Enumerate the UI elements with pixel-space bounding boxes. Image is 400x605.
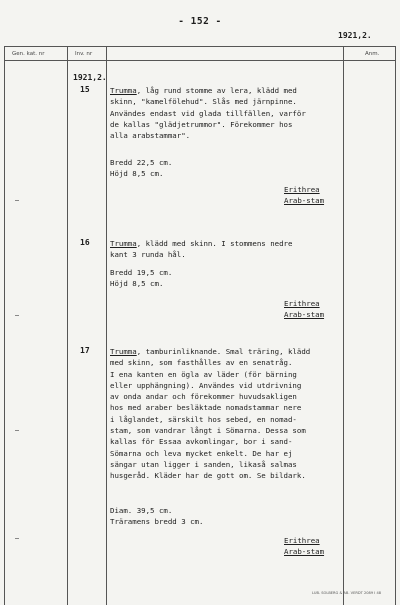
right-border <box>395 46 396 605</box>
margin-mark <box>15 538 19 539</box>
entry-line: , tamburinliknande. Smal träring, klädd <box>136 347 311 356</box>
entry-line: hos med araber besläktade nomadstammar nere <box>110 403 302 413</box>
catalog-year: 1921,2. <box>338 31 372 40</box>
entry-line: med skinn, som fasthålles av en senatråg. <box>110 358 293 368</box>
entry-measurements <box>110 267 172 290</box>
entry-origin <box>284 184 324 206</box>
entry-line: , låg rund stomme av lera, klädd med <box>136 86 297 95</box>
measurement: Bredd 19,5 cm. <box>110 268 173 277</box>
entry-description <box>110 346 310 482</box>
entry-line: sängar utan ligger i sanden, likaså salmas <box>110 459 297 469</box>
origin-region: Erithrea <box>284 299 320 308</box>
entry-line: kant 3 runda hål. <box>110 250 186 260</box>
entry-description <box>110 85 306 141</box>
entry-origin <box>284 298 324 320</box>
origin-tribe: Arab-stam <box>284 310 325 319</box>
entry-line: Sömarna och leva mycket enkelt. De har ej <box>110 448 293 458</box>
entry-line: av onda andar och förekommer huvudsakligen <box>110 392 297 402</box>
column-divider-2 <box>106 46 107 605</box>
column-divider-1 <box>67 46 68 605</box>
group-label: 1921,2. <box>73 73 107 82</box>
measurement: Höjd 8,5 cm. <box>110 169 164 179</box>
entry-line: , klädd med skinn. I stommens nedre <box>136 239 293 248</box>
entry-number: 15 <box>80 85 90 94</box>
origin-region: Erithrea <box>284 536 320 545</box>
column-header-inv-nr: Inv. nr <box>75 51 93 57</box>
origin-region: Erithrea <box>284 185 320 194</box>
entry-origin <box>284 535 324 557</box>
entry-description <box>110 238 292 261</box>
page-number: - 152 - <box>178 16 222 27</box>
entry-name: Trumma <box>110 86 137 95</box>
entry-line: de kallas "glädjetrummor". Förekommer hos <box>110 119 293 129</box>
margin-mark <box>15 430 19 431</box>
entry-name: Trumma <box>110 239 137 248</box>
margin-mark <box>15 200 19 201</box>
column-divider-3 <box>343 46 344 605</box>
left-border <box>4 46 5 605</box>
entry-measurements <box>110 157 172 180</box>
entry-name: Trumma <box>110 347 137 356</box>
entry-line: eller upphängning). Användes vid utdrivning <box>110 380 302 390</box>
printer-footer: LUB. SOLBERG & AB. VERDT 2089 I 48 <box>312 591 382 595</box>
measurement: Bredd 22,5 cm. <box>110 158 173 167</box>
entry-line: skinn, "kamelfölehud". Slås med järnpinne. <box>110 97 297 107</box>
header-top-rule <box>4 46 396 47</box>
entry-line: i låglandet, särskilt hos sebed, en nomad- <box>110 414 297 424</box>
entry-line: Användes endast vid glada tillfällen, varför <box>110 108 306 118</box>
entry-number: 16 <box>80 238 90 247</box>
entry-line: alla arabstammar". <box>110 131 191 141</box>
entry-line: stam, som vandrar långt i Sömarna. Dessa som <box>110 426 306 436</box>
margin-mark <box>15 315 19 316</box>
entry-number: 17 <box>80 346 90 355</box>
entry-line: husgeråd. Kläder har de gott om. Se bildark. <box>110 471 306 481</box>
entry-measurements <box>110 505 203 528</box>
column-header-gen-kat-nr: Gen. kat. nr <box>12 51 45 57</box>
entry-line: kallas för Essaa avkomlingar, bor i sand- <box>110 437 293 447</box>
entry-line: I ena kanten en ögla av läder (för bärning <box>110 369 297 379</box>
measurement: Träramens bredd 3 cm. <box>110 517 204 527</box>
column-header-anm: Anm. <box>365 51 380 57</box>
measurement: Höjd 8,5 cm. <box>110 279 164 289</box>
measurement: Diam. 39,5 cm. <box>110 506 173 515</box>
origin-tribe: Arab-stam <box>284 547 325 556</box>
origin-tribe: Arab-stam <box>284 196 325 205</box>
header-bottom-rule <box>4 60 396 61</box>
